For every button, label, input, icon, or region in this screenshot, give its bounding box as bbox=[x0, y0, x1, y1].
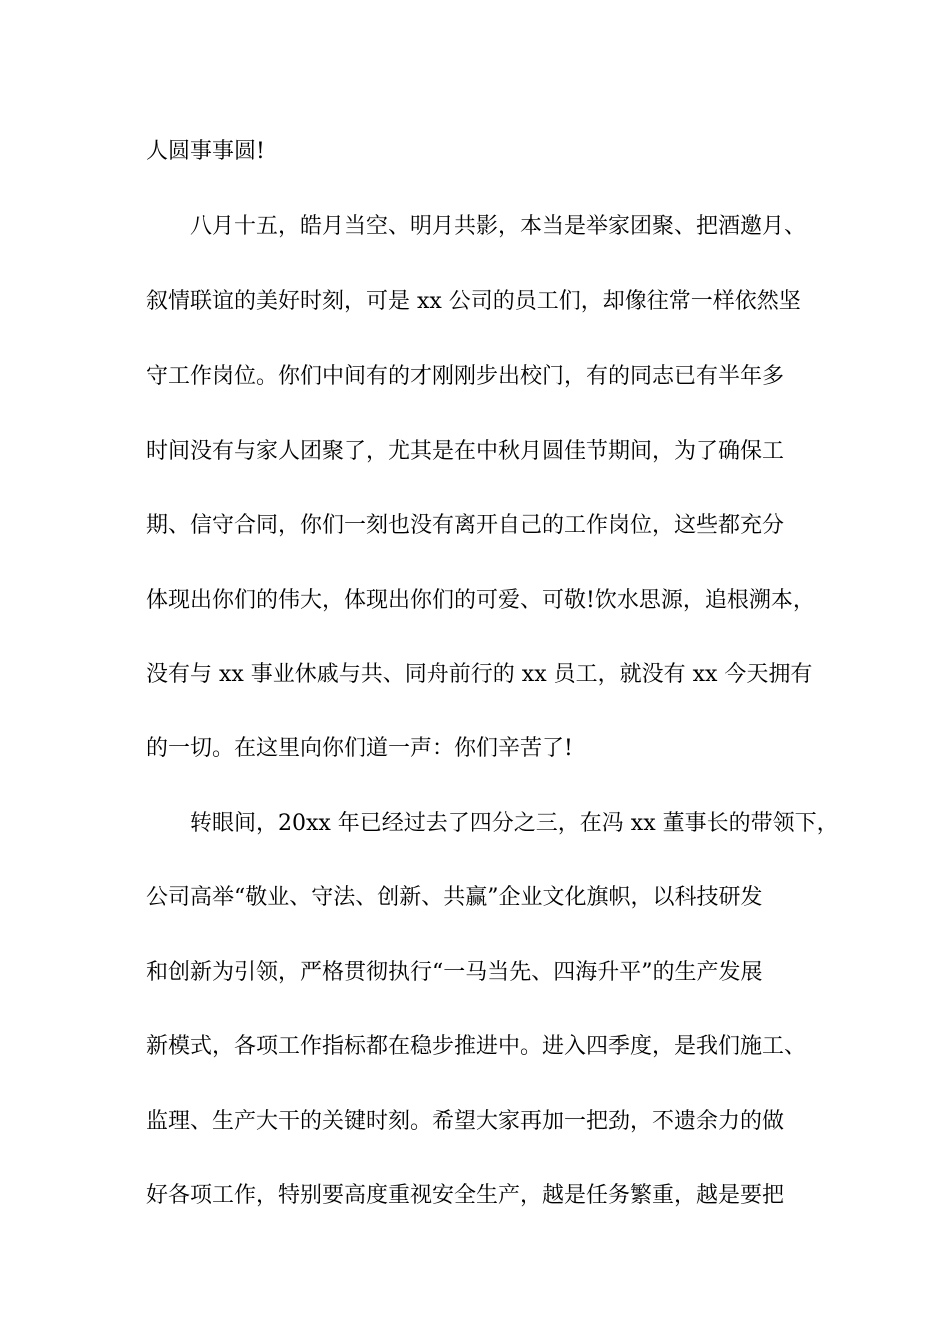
text-line-1: 人圆事事圆! bbox=[146, 139, 265, 164]
text-line-15: 好各项工作，特别要高度重视安全生产，越是任务繁重，越是要把 bbox=[146, 1183, 785, 1208]
text-line-4: 守工作岗位。你们中间有的才刚刚步出校门，有的同志已有半年多 bbox=[146, 364, 785, 389]
text-line-14: 监理、生产大干的关键时刻。希望大家再加一把劲，不遗余力的做 bbox=[146, 1109, 785, 1134]
text-line-8: 没有与 xx 事业休戚与共、同舟前行的 xx 员工，就没有 xx 今天拥有 bbox=[146, 662, 813, 687]
text-line-2: 八月十五，皓月当空、明月共影，本当是举家团聚、把酒邀月、 bbox=[190, 214, 807, 239]
text-line-9: 的一切。在这里向你们道一声：你们辛苦了! bbox=[146, 736, 573, 761]
text-line-11: 公司高举“敬业、守法、创新、共赢”企业文化旗帜，以科技研发 bbox=[146, 885, 763, 910]
text-line-6: 期、信守合同，你们一刻也没有离开自己的工作岗位，这些都充分 bbox=[146, 513, 785, 538]
text-line-3: 叙情联谊的美好时刻，可是 xx 公司的员工们，却像往常一样依然坚 bbox=[146, 289, 801, 314]
text-line-12: 和创新为引领，严格贯彻执行“一马当先、四海升平”的生产发展 bbox=[146, 960, 763, 985]
text-line-7: 体现出你们的伟大，体现出你们的可爱、可敬!饮水思源，追根溯本， bbox=[146, 588, 815, 613]
text-line-13: 新模式，各项工作指标都在稳步推进中。进入四季度，是我们施工、 bbox=[146, 1034, 807, 1059]
text-line-10: 转眼间，20xx 年已经过去了四分之三，在冯 xx 董事长的带领下， bbox=[190, 811, 839, 836]
text-line-5: 时间没有与家人团聚了，尤其是在中秋月圆佳节期间，为了确保工 bbox=[146, 439, 785, 464]
